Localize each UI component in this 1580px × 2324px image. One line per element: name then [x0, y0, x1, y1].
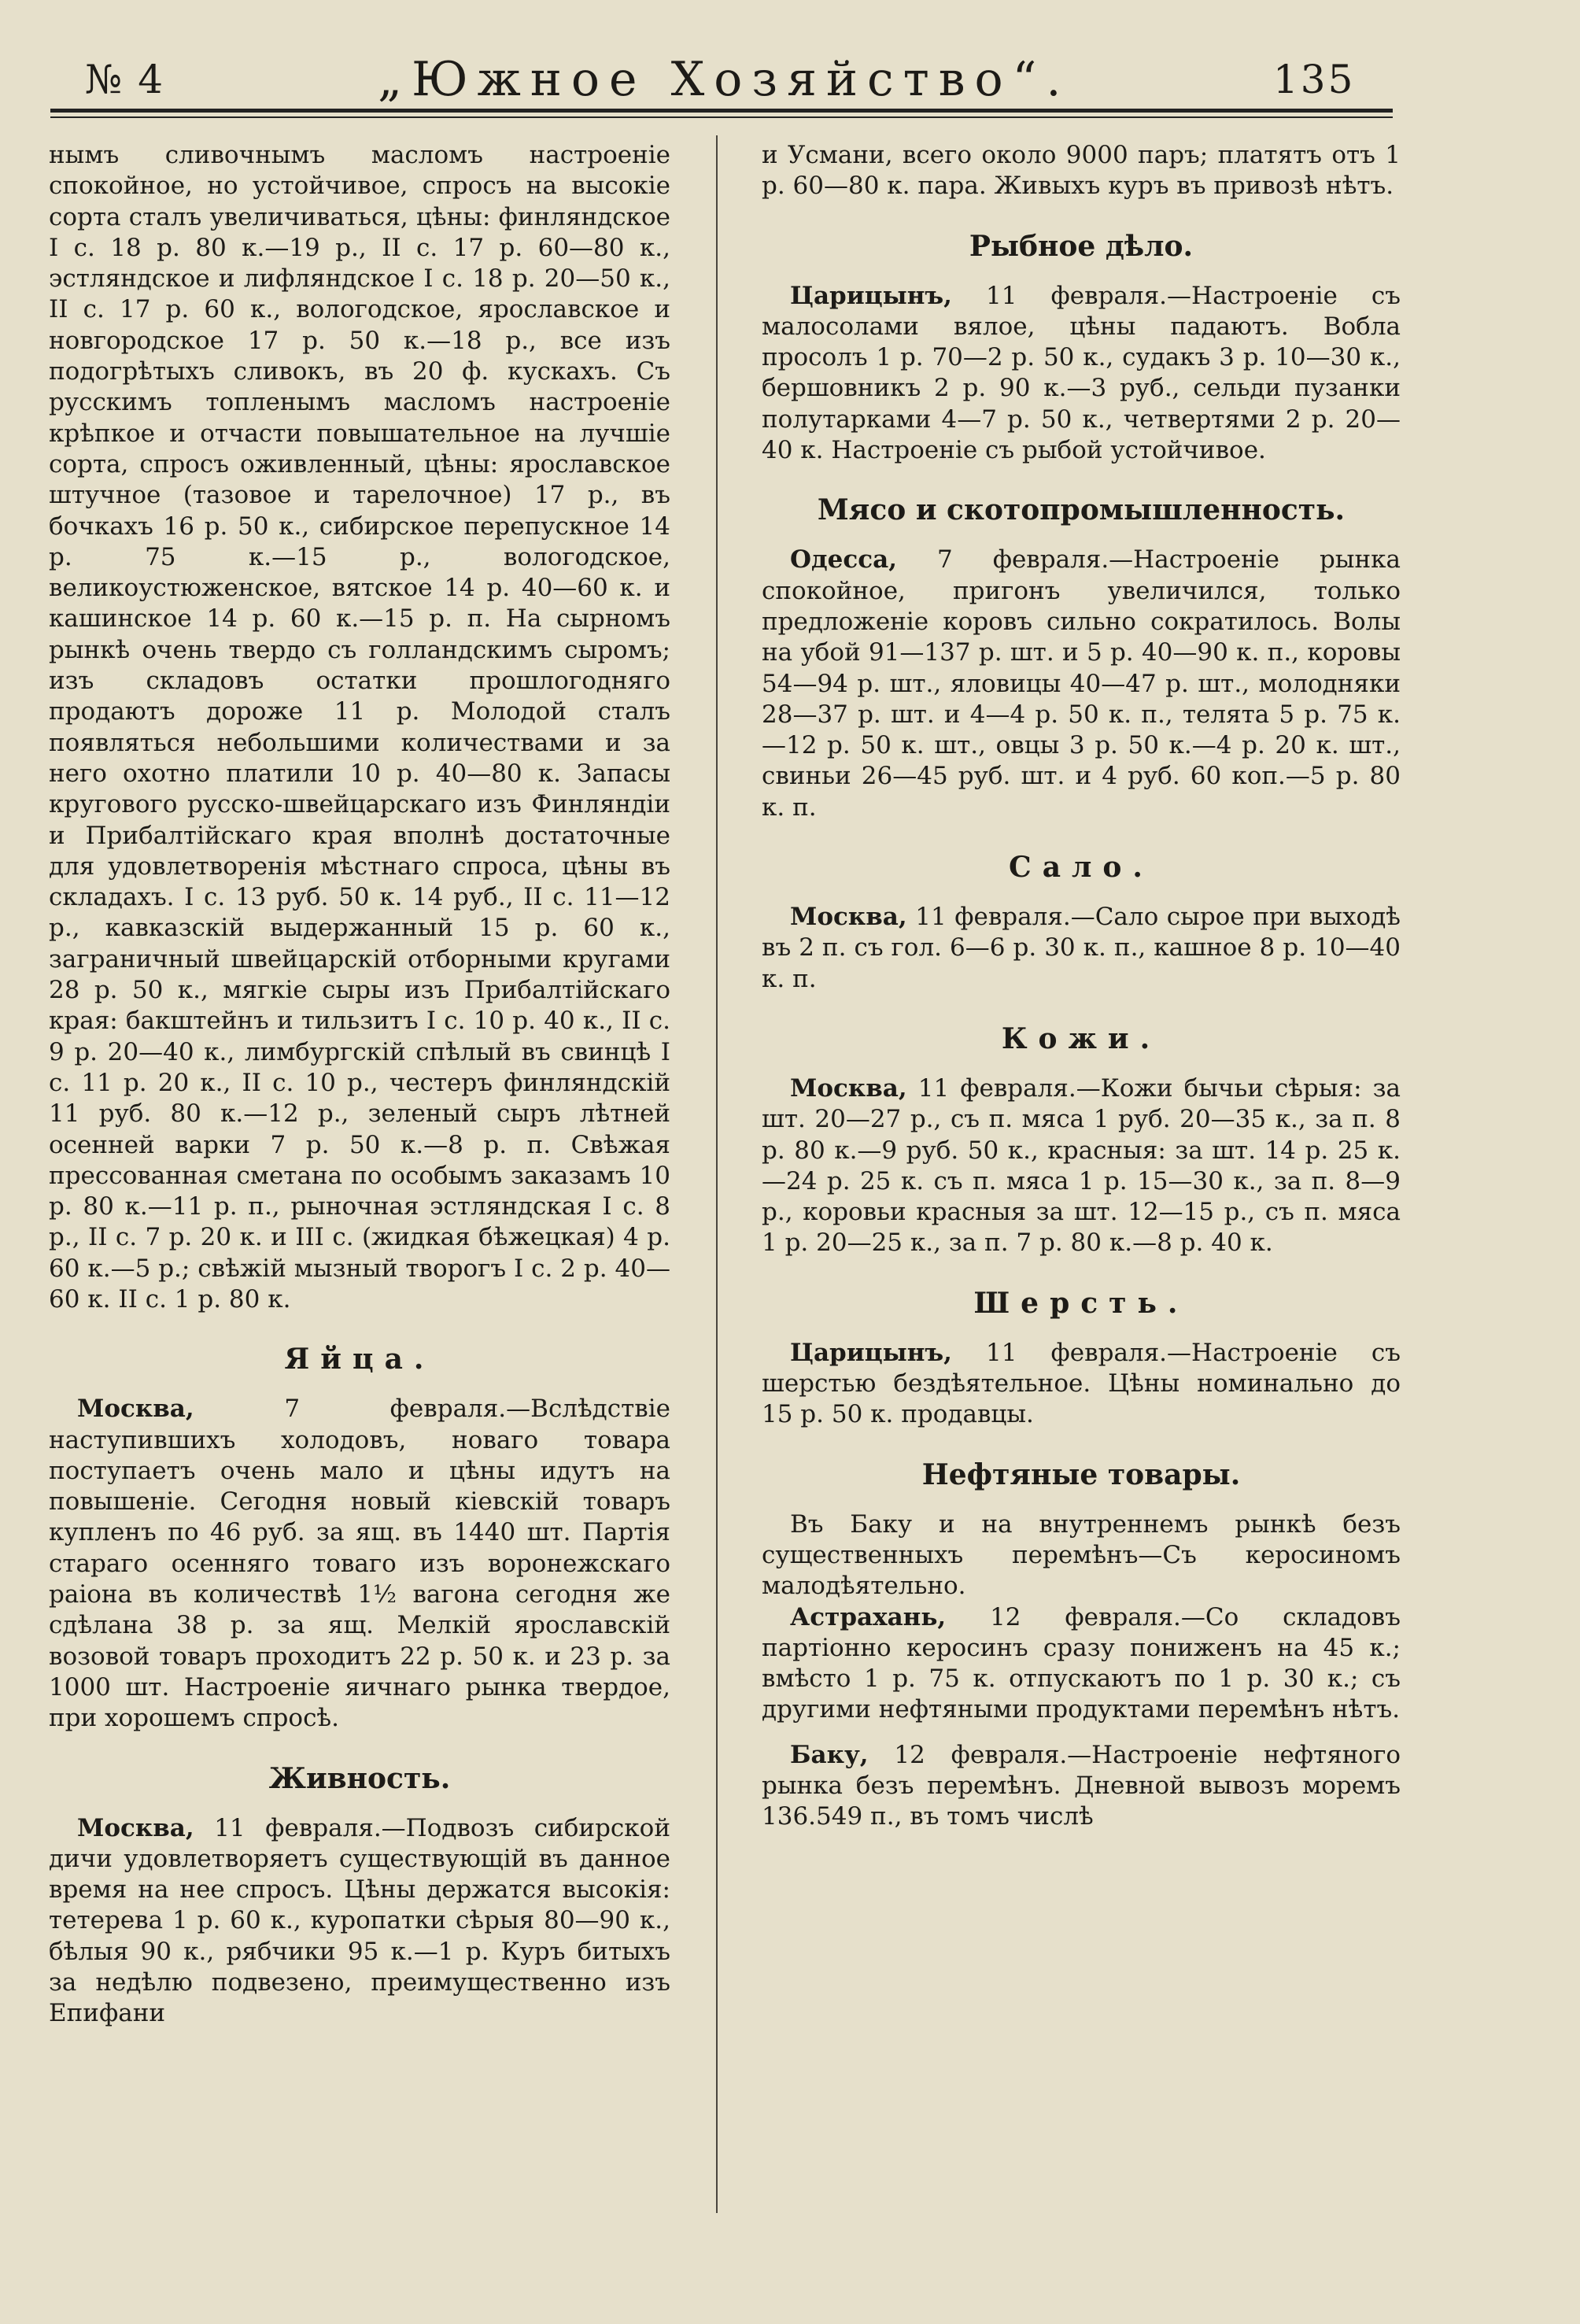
oil-baku-city: Баку,: [790, 1740, 869, 1769]
fish-text: 11 февраля.—Настроеніе съ малосолами вялое, цѣны падаютъ. Вобла просолъ 1 р. 70—2 р. 50 к., судакъ 3 р. 10—30 к., бершовникъ 2 р. 90 к.—3 руб., сельди пузанки полутарками 4—7 р. 50 к., четвертями 2 р. 20—40 к. Настроеніе съ рыбой устойчивое.: [762, 281, 1401, 465]
livestock-text: 11 февраля.—Подвозъ сибирской дичи удовлетворяетъ существующій въ данное время на нее спросъ. Цѣны держатся высокія: тетерева 1 р. 60 к., куропатки сѣрыя 80—90 к., бѣлыя 90 к., рябчики 95 к.—1 р. Куръ битыхъ за недѣлю подвезено, преимущественно изъ Епифани: [49, 1813, 670, 2028]
oil-report-baku: [762, 1740, 1401, 1833]
oil-baku-text: 12 февраля.—Настроеніе нефтяного рынка безъ перемѣнъ. Дневной вывозъ моремъ 136.549 п., въ томъ числѣ: [762, 1740, 1401, 1831]
tallow-city: Москва,: [790, 903, 907, 932]
hides-report: [762, 1073, 1401, 1259]
oil-astrakhan-city: Астрахань,: [790, 1602, 947, 1631]
page-number: 135: [1273, 57, 1356, 102]
livestock-report-continued: и Усмани, всего около 9000 паръ; платятъ отъ 1 р. 60—80 к. пара. Живыхъ куръ въ привозѣ нѣтъ.: [762, 141, 1401, 201]
wool-report: [762, 1338, 1401, 1431]
tallow-text: 11 февраля.—Сало сырое при выходѣ въ 2 п. съ гол. 6—6 р. 30 к. п., кашное 8 р. 10—40 к. п.: [762, 903, 1401, 993]
section-title-oil: Нефтяные товары.: [921, 1458, 1241, 1491]
oil-report-baku-general: Въ Баку и на внутреннемъ рынкѣ безъ существенныхъ перемѣнъ—Съ керосиномъ малодѣятельно.: [762, 1509, 1401, 1601]
section-title-livestock: Живность.: [268, 1761, 451, 1795]
livestock-report: [49, 1813, 670, 2030]
eggs-city: Москва,: [77, 1395, 194, 1424]
page-header: [47, 46, 1401, 109]
oil-report-astrakhan: [762, 1602, 1401, 1726]
butter-cheese-report: нымъ сливочнымъ масломъ настроеніе спокойное, но устойчивое, спросъ на высокіе сорта сталъ увеличиваться, цѣны: финляндское I с. 18 р. 80 к.—19 р., II с. 17 р. 60—80 к., эстляндское и лифляндское I с. 18 р. 20—50 к., II с. 17 р. 60 к., вологодское, ярославское и новгородское 17 р. 50 к.—18 р., все изъ подогрѣтыхъ сливокъ, въ 20 ф. кускахъ. Съ русскимъ топленымъ масломъ настроеніе крѣпкое и отчасти повышательное на лучшіе сорта, спросъ оживленный, цѣны: ярославское штучное (тазовое и тарелочное) 17 р., въ бочкахъ 16 р. 50 к., сибирское перепускное 14 р. 75 к.—15 р., вологодское, великоустюженское, вятское 14 р. 40—60 к. и кашинское 14 р. 60 к.—15 р. п. На сырномъ рынкѣ очень твердо съ голландскимъ сыромъ; изъ складовъ остатки прошлогодняго продаютъ дороже 11 р. Молодой сталъ появляться небольшими количествами и за него охотно платили 10 р. 40—80 к. Запасы кругового русско-швейцарскаго изъ Финляндіи и Прибалтійскаго края вполнѣ достаточные для удовлетворенія мѣстнаго спроса, цѣны въ складахъ. I с. 13 руб. 50 к. 14 руб., II с. 11—12 р., кавказскій выдержанный 15 р. 60 к., заграничный швейцарскій отборными кругами 28 р. 50 к., мягкіе сыры изъ Прибалтійскаго края: бакштейнъ и тильзитъ I с. 10 р. 40 к., II с. 9 р. 20—40 к., лимбургскій спѣлый въ свинцѣ I с. 11 р. 20 к., II с. 10 р., честеръ финляндскій 11 руб. 80 к.—12 р., зеленый сыръ лѣтней осенней варки 7 р. 50 к.—8 р. п. Свѣжая прессованная сметана по особымъ заказамъ 10 р. 80 к.—11 р. п., рыночная эстляндская I с. 8 р., II с. 7 р. 20 к. и III с. (жидкая бѣжецкая) 4 р. 60 к.—5 р.; свѣжій мызный творогъ I с. 2 р. 40—60 к. II с. 1 р. 80 к.: [49, 141, 670, 1313]
header-rule-thick: [50, 109, 1393, 113]
issue-number: № 4: [85, 57, 165, 102]
meat-city: Одесса,: [790, 545, 898, 575]
section-title-tallow: Сало.: [1009, 851, 1154, 885]
left-column: [49, 140, 670, 2030]
eggs-text: 7 февраля.—Вслѣдствіе наступившихъ холодовъ, новаго товара поступаетъ очень мало и цѣны идутъ на повышеніе. Сегодня новый кіевскій товаръ купленъ по 46 руб. за ящ. въ 1440 шт. Партія стараго осенняго товаго изъ воронежскаго раіона въ количествѣ 1½ вагона сегодня же сдѣлана 38 р. за ящ. Мелкій ярославскій возовой товаръ проходитъ 22 р. 50 к. и 23 р. за 1000 шт. Настроеніе яичнаго рынка твердое, при хорошемъ спросѣ.: [49, 1395, 670, 1733]
section-title-fish: Рыбное дѣло.: [969, 229, 1194, 263]
section-title-eggs: Яйца.: [284, 1343, 435, 1376]
livestock-city: Москва,: [77, 1813, 194, 1842]
hides-text: 11 февраля.—Кожи бычьи сѣрыя: за шт. 20—27 р., съ п. мяса 1 руб. 20—35 к., за п. 8 р. 80 к.—9 руб. 50 к., красныя: за шт. 14 р. 25 к.—24 р. 25 к. съ п. мяса 1 р. 15—30 к., за п. 8—9 р., коровьи красныя за шт. 12—15 р., съ п. мяса 1 р. 20—25 к., за п. 7 р. 80 к.—8 р. 40 к.: [762, 1073, 1401, 1258]
section-title-wool: Шерсть.: [973, 1286, 1189, 1320]
wool-city: Царицынъ,: [790, 1338, 952, 1367]
journal-title: „Южное Хозяйство“.: [378, 52, 1071, 107]
eggs-report: [49, 1394, 670, 1734]
section-title-meat: Мясо и скотопромышленность.: [817, 493, 1346, 527]
meat-report: [762, 545, 1401, 823]
tallow-report: [762, 902, 1401, 995]
fish-report: [762, 281, 1401, 467]
header-rule-thin: [50, 116, 1393, 118]
oil-astrakhan-text: 12 февраля.—Со складовъ партіонно керосинъ сразу пониженъ на 45 к.; вмѣсто 1 р. 75 к. отпускаютъ по 1 р. 30 к.; съ другими нефтяными продуктами перемѣнъ нѣтъ.: [762, 1602, 1401, 1724]
column-divider: [716, 135, 718, 2213]
section-title-hides: Кожи.: [1001, 1022, 1161, 1055]
wool-text: 11 февраля.—Настроеніе съ шерстью бездѣятельное. Цѣны номинально до 15 р. 50 к. продавцы.: [762, 1338, 1401, 1429]
meat-text: 7 февраля.—Настроеніе рынка спокойное, пригонъ увеличился, только предложеніе коровъ сильно сократилось. Волы на убой 91—137 р. шт. и 5 р. 40—90 к. п., коровы 54—94 р. шт., яловицы 40—47 р. шт., молодняки 28—37 р. шт. и 4—4 р. 50 к. п., телята 5 р. 75 к.—12 р. 50 к. шт., овцы 3 р. 50 к.—4 р. 20 к. шт., свиньи 26—45 руб. шт. и 4 руб. 60 коп.—5 р. 80 к. п.: [762, 545, 1401, 822]
right-column: [762, 140, 1401, 1833]
hides-city: Москва,: [790, 1073, 907, 1103]
fish-city: Царицынъ,: [790, 281, 952, 310]
